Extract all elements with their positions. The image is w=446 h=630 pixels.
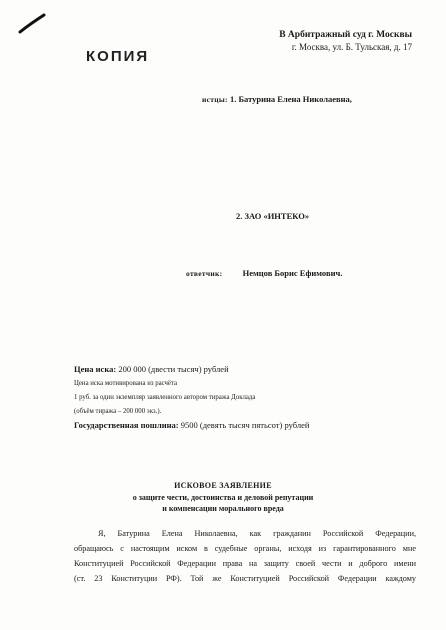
body-paragraph	[74, 526, 416, 586]
plaintiff-2: 2. ЗАО «ИНТЕКО»	[236, 211, 310, 221]
plaintiff-1	[202, 94, 352, 104]
body-line: Я, Батурина Елена Николаевна, как гражданин Российской Федерации,	[98, 529, 416, 538]
claim-motivation-1: Цена иска мотивирована из расчёта	[74, 380, 178, 387]
court-name: В Арбитражный суд г. Москвы	[279, 30, 412, 40]
plaintiff-1-name: 1. Батурина Елена Николаевна,	[229, 94, 352, 104]
claim-price-value: 200 000 (двести тысяч) рублей	[118, 364, 229, 374]
claim-motivation-3: (объём тиража – 200 000 экз.).	[74, 408, 162, 415]
body-line: Конституцией Российской Федерации права на защиту своей чести и доброго имени	[74, 559, 416, 568]
body-line: (ст. 23 Конституции РФ). Той же Конституцией Российской Федерации каждому	[74, 574, 416, 583]
claim-price	[74, 364, 229, 374]
state-fee	[74, 420, 309, 430]
defendant-name: Немцов Борис Ефимович.	[242, 268, 343, 278]
defendant-label: ответчик:	[186, 269, 223, 278]
copy-stamp: КОПИЯ	[86, 48, 150, 65]
document-subtitle-1: о защите чести, достоинства и деловой репутации	[132, 493, 314, 502]
pen-mark	[16, 12, 48, 36]
claim-price-label: Цена иска:	[74, 364, 117, 374]
document-subtitle-2: и компенсации морального вреда	[162, 504, 284, 513]
state-fee-label: Государственная пошлина:	[74, 420, 179, 430]
defendant	[186, 268, 342, 278]
state-fee-value: 9500 (девять тысяч пятьсот) рублей	[180, 420, 310, 430]
document-title: ИСКОВОЕ ЗАЯВЛЕНИЕ	[174, 481, 272, 490]
body-line: обращаюсь с настоящим иском в судебные органы, исходя из гарантированного мне	[74, 544, 416, 553]
plaintiffs-label: истцы:	[202, 95, 228, 104]
claim-motivation-2: 1 руб. за один экземпляр заявленного автором тиража Доклада	[74, 394, 256, 401]
court-address: г. Москва, ул. Б. Тульская, д. 17	[291, 42, 412, 52]
